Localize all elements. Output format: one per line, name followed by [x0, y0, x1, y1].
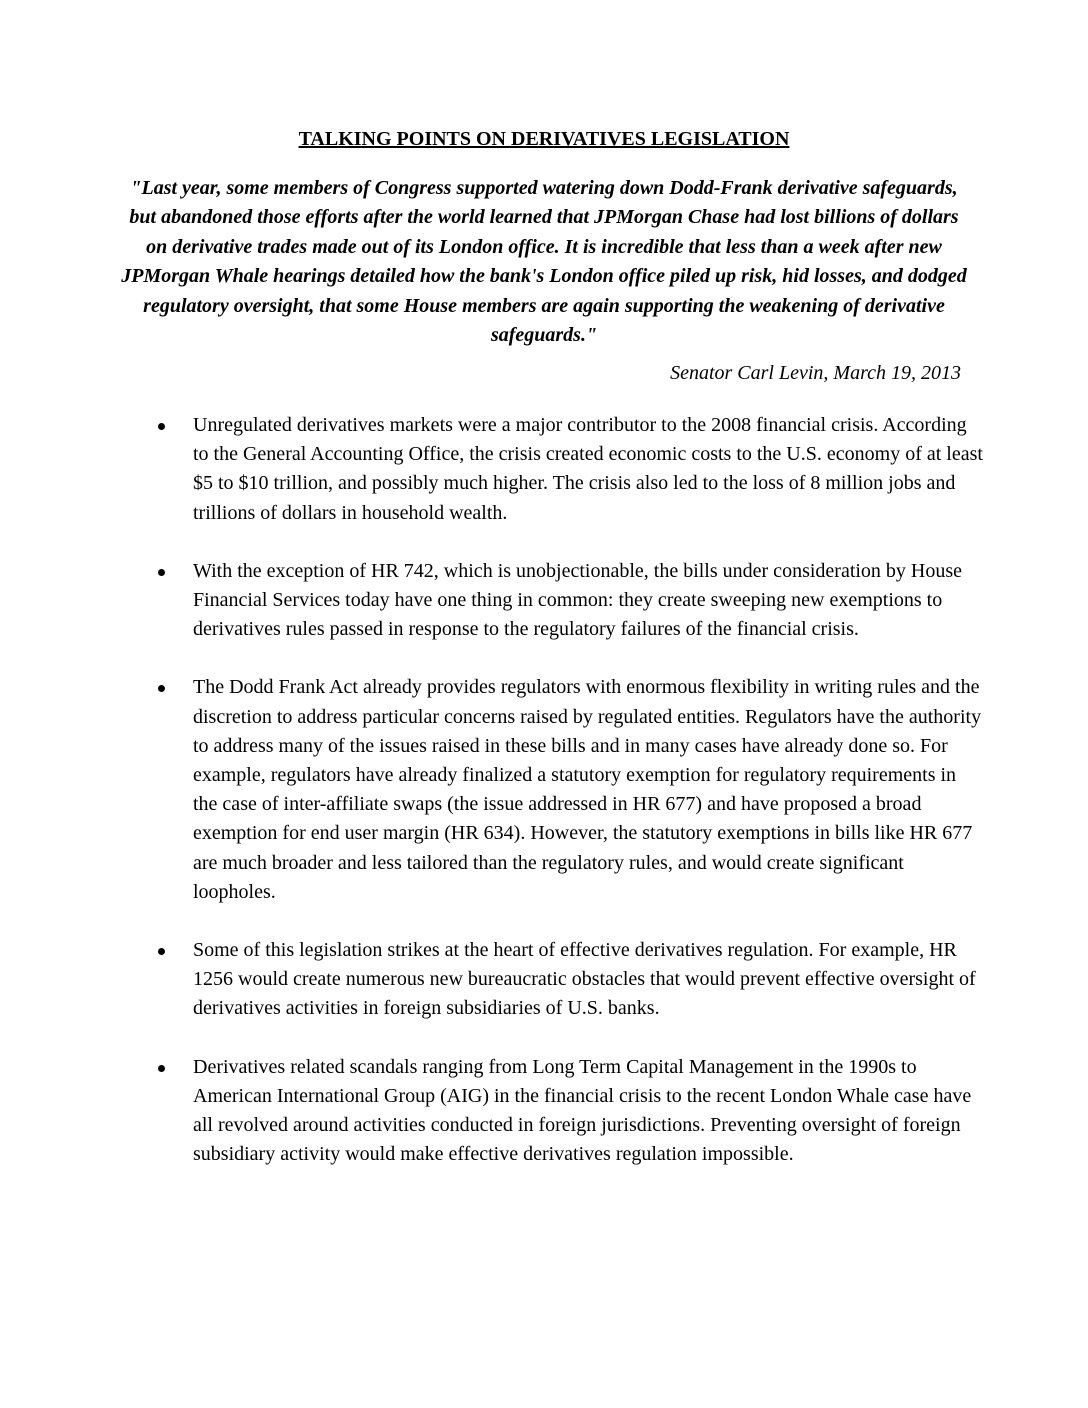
list-item — [0, 1053, 983, 1170]
list-item — [0, 673, 983, 907]
document-title: TALKING POINTS ON DERIVATIVES LEGISLATION — [298, 128, 790, 150]
bullet-icon — [158, 569, 165, 576]
bullet-icon — [158, 948, 165, 955]
list-item-text: Derivatives related scandals ranging from Long Term Capital Management in the 1990s to American International Group (AIG) in the financial crisis to the recent London Whale case have all revolved around activities conducted in foreign jurisdictions. Preventing oversight of foreign subsidiary activity would make effective derivatives regulation impossible. — [193, 1055, 972, 1166]
list-item — [0, 411, 983, 528]
levin-quote: "Last year, some members of Congress supported watering down Dodd-Frank derivative safeguards, but abandoned those efforts after the world learned that JPMorgan Chase had lost billions of dollars on derivative trades made out of its London office. It is incredible that less than a week after new JPMorgan Whale hearings detailed how the bank's London office piled up risk, hid losses, and dodged regulatory oversight, that some House members are again supporting the weakening of derivative safeguards." — [121, 177, 967, 347]
list-item-text: With the exception of HR 742, which is unobjectionable, the bills under consideration by House Financial Services today have one thing in common: they create sweeping new exemptions to derivatives rules passed in response to the regulatory failures of the financial crisis. — [193, 559, 963, 641]
list-item-text: Some of this legislation strikes at the heart of effective derivatives regulation. For example, HR 1256 would create numerous new bureaucratic obstacles that would prevent effective oversight of derivatives activities in foreign subsidiaries of U.S. banks. — [193, 939, 976, 1020]
quote-attribution: Senator Carl Levin, March 19, 2013 — [670, 362, 961, 384]
list-item-text: The Dodd Frank Act already provides regulators with enormous flexibility in writing rules and the discretion to address particular concerns raised by regulated entities. Regulators have the authority to address many of the issues raised in these bills and in many cases have already done so. For example, regulators have already finalized a statutory exemption for regulatory requirements in the case of inter-affiliate swaps (the issue addressed in HR 677) and have proposed a broad exemption for end user margin (HR 634). However, the statutory exemptions in bills like HR 677 are much broader and less tailored than the regulatory rules, and would create significant loopholes. — [193, 676, 982, 903]
bullet-icon — [158, 423, 165, 430]
talking-points-list — [0, 411, 1088, 1198]
bullet-icon — [158, 1065, 165, 1072]
list-item — [0, 557, 983, 645]
list-item-text: Unregulated derivatives markets were a major contributor to the 2008 financial crisis. According to the General Accounting Office, the crisis created economic costs to the U.S. economy of at least $5 to $10 trillion, and possibly much higher. The crisis also led to the loss of 8 million jobs and trillions of dollars in household wealth. — [193, 414, 983, 524]
list-item — [0, 936, 983, 1024]
bullet-icon — [158, 685, 165, 692]
